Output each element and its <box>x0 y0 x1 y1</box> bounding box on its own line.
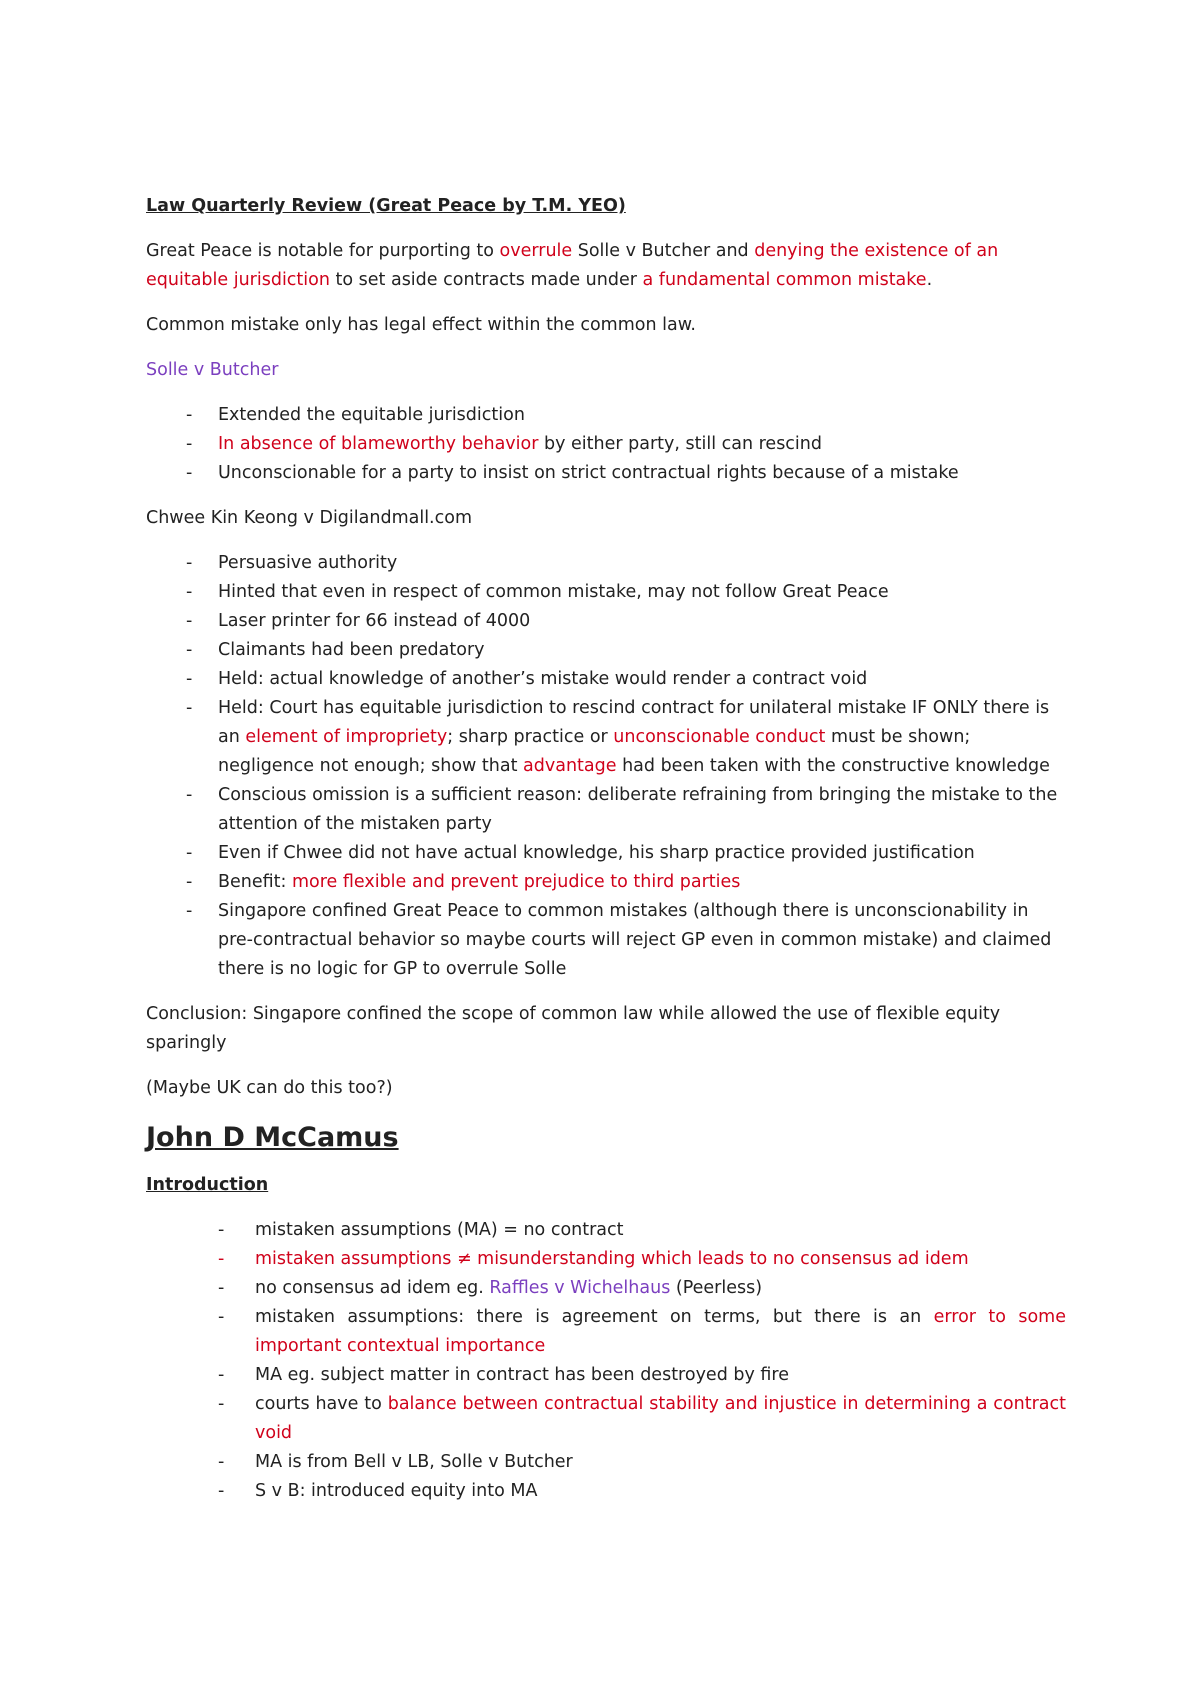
highlight-red: a fundamental common mistake <box>642 270 927 290</box>
text-run: mistaken assumptions: there is agreement on terms, but there is an <box>255 1307 934 1327</box>
list-item <box>146 1274 1066 1303</box>
text-run: Benefit: <box>218 872 292 892</box>
text-run: (Peerless) <box>670 1278 763 1298</box>
highlight-red: error to some important <box>255 1307 1066 1356</box>
list-item <box>146 1303 1066 1361</box>
text-run: Held: Court has equitable jurisdiction to rescind contract for unilateral mistake IF ONLY there is an <box>218 698 1050 747</box>
list-item: - Claimants had been predatory <box>146 636 1066 665</box>
text-run: by either party, still can rescind <box>538 434 822 454</box>
text-run: . <box>926 270 933 290</box>
text-run: to set aside contracts made under <box>329 270 643 290</box>
introduction-heading: Introduction <box>146 1175 269 1195</box>
highlight-red: advantage <box>523 756 617 776</box>
maybe-paragraph: (Maybe UK can do this too?) <box>146 1078 393 1098</box>
chwee-list <box>146 549 1066 984</box>
conclusion-paragraph: Conclusion: Singapore confined the scope of common law while allowed the use of flexible equity sparingly <box>146 1004 1001 1053</box>
text-run: must be shown; negligence not enough; show that <box>218 727 971 776</box>
intro-paragraph <box>146 237 1066 295</box>
mccamus-title: John D McCamus <box>146 1122 399 1153</box>
highlight-red: overrule <box>499 241 573 261</box>
list-item: - Unconscionable for a party to insist on strict contractual rights because of a mistake <box>146 459 1066 488</box>
text-run: courts have to <box>255 1394 388 1414</box>
document-content <box>146 192 1066 1522</box>
highlight-red: element of impropriety <box>245 727 448 747</box>
text-run: ; sharp practice or <box>447 727 614 747</box>
list-item: - MA eg. subject matter in contract has been destroyed by fire <box>146 1361 1066 1390</box>
list-item: - mistaken assumptions ≠ misunderstanding which leads to no consensus ad idem <box>146 1245 1066 1274</box>
highlight-red: denying the existence of an equitable jurisdiction <box>146 241 999 290</box>
list-item: - Hinted that even in respect of common mistake, may not follow Great Peace <box>146 578 1066 607</box>
list-item: - Persuasive authority <box>146 549 1066 578</box>
list-item: - mistaken assumptions (MA) = no contract <box>146 1216 1066 1245</box>
highlight-red: contextual importance <box>347 1336 546 1356</box>
highlight-red: unconscionable conduct <box>613 727 826 747</box>
chwee-heading: Chwee Kin Keong v Digilandmall.com <box>146 508 472 528</box>
section-heading-yeo: Law Quarterly Review (Great Peace by T.M. YEO) <box>146 196 626 216</box>
list-item <box>146 1390 1066 1448</box>
solle-list <box>146 401 1066 488</box>
text-run: Solle v Butcher and <box>572 241 755 261</box>
highlight-purple: Raffles v Wichelhaus <box>489 1278 671 1298</box>
text-run: no consensus ad idem eg. <box>255 1278 490 1298</box>
list-item: - S v B: introduced equity into MA <box>146 1477 1066 1506</box>
list-item <box>146 868 1066 897</box>
highlight-red: In absence of blameworthy behavior <box>218 434 539 454</box>
list-item: - Even if Chwee did not have actual knowledge, his sharp practice provided justification <box>146 839 1066 868</box>
list-item: - Singapore confined Great Peace to common mistakes (although there is unconscionability in pre-contractual behavior so maybe courts will reject GP even in common mistake) and claimed there is no logic for GP to overrule Solle <box>146 897 1066 984</box>
list-item: - Laser printer for 66 instead of 4000 <box>146 607 1066 636</box>
list-item <box>146 694 1066 781</box>
list-item <box>146 430 1066 459</box>
list-item: - Extended the equitable jurisdiction <box>146 401 1066 430</box>
list-item: - MA is from Bell v LB, Solle v Butcher <box>146 1448 1066 1477</box>
common-mistake-paragraph: Common mistake only has legal effect within the common law. <box>146 315 696 335</box>
list-item: - Held: actual knowledge of another’s mistake would render a contract void <box>146 665 1066 694</box>
solle-heading: Solle v Butcher <box>146 360 279 380</box>
highlight-red: more flexible and prevent prejudice to third parties <box>291 872 741 892</box>
mccamus-list <box>146 1216 1066 1506</box>
list-item: - Conscious omission is a sufficient reason: deliberate refraining from bringing the mistake to the attention of the mistaken party <box>146 781 1066 839</box>
text-run: had been taken with the constructive knowledge <box>616 756 1050 776</box>
highlight-red: balance between contractual stability and injustice in determining a contract void <box>255 1394 1066 1443</box>
text-run: Great Peace is notable for purporting to <box>146 241 500 261</box>
